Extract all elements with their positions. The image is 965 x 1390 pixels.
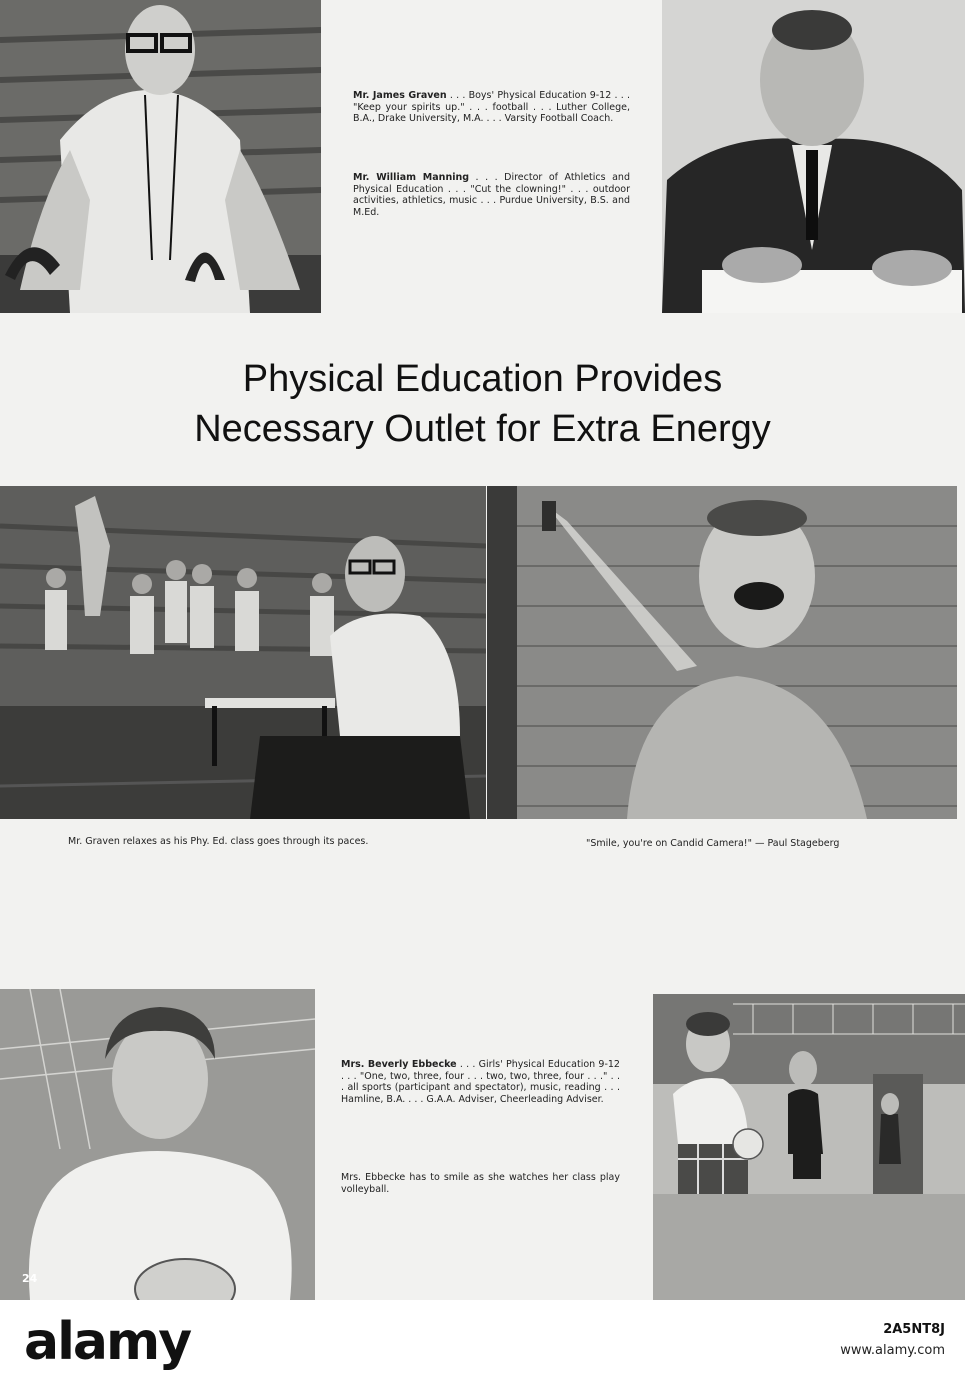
- alamy-logo: alamy: [24, 1312, 191, 1372]
- photo-shower: [487, 486, 957, 819]
- photo-beverly-ebbecke: [0, 989, 315, 1300]
- bio-name: Mrs. Beverly Ebbecke: [341, 1059, 457, 1070]
- image-id: 2A5NT8J: [883, 1322, 945, 1337]
- page-heading: [0, 354, 965, 454]
- page-number: 24: [22, 1272, 38, 1285]
- bio-william-manning: [353, 172, 630, 218]
- bio-james-graven: [353, 90, 630, 125]
- bio-beverly-ebbecke: [341, 1059, 620, 1105]
- bio-name: Mr. James Graven: [353, 90, 447, 101]
- caption-gym-class: Mr. Graven relaxes as his Phy. Ed. class goes through its paces.: [68, 836, 369, 847]
- bio-name: Mr. William Manning: [353, 172, 470, 183]
- photo-william-manning: [662, 0, 965, 313]
- photo-gym-class: [0, 486, 486, 819]
- watermark-url[interactable]: www.alamy.com: [840, 1343, 945, 1358]
- photo-james-graven: [0, 0, 321, 313]
- bio-text: . . . Boys' Physical Education 9-12 . . . "Keep your spirits up." . . . football . . . Luther College, B.A., Drake University, M.A. . . . Varsity Football Coach.: [353, 90, 630, 124]
- photo-volleyball-class: [653, 994, 965, 1300]
- caption-shower: "Smile, you're on Candid Camera!" — Paul Stageberg: [586, 838, 840, 849]
- heading-line-1: Physical Education Provides: [242, 358, 723, 400]
- heading-line-2: Necessary Outlet for Extra Energy: [194, 408, 771, 450]
- bio-text: . . . Director of Athletics and Physical Education . . . "Cut the clowning!" . . . outdoor activities, athletics, music . . . Purdue University, B.S. and M.Ed.: [353, 172, 630, 218]
- bio-text: . . . Girls' Physical Education 9-12 . . . "One, two, three, four . . . two, two, three, four . . ." . . . all sports (participant and spectator), music, reading . . . Hamline, B.A. . . . G.A.A. Adviser, Cheerleading Adviser.: [341, 1059, 620, 1105]
- caption-volleyball: Mrs. Ebbecke has to smile as she watches her class play volleyball.: [341, 1172, 620, 1195]
